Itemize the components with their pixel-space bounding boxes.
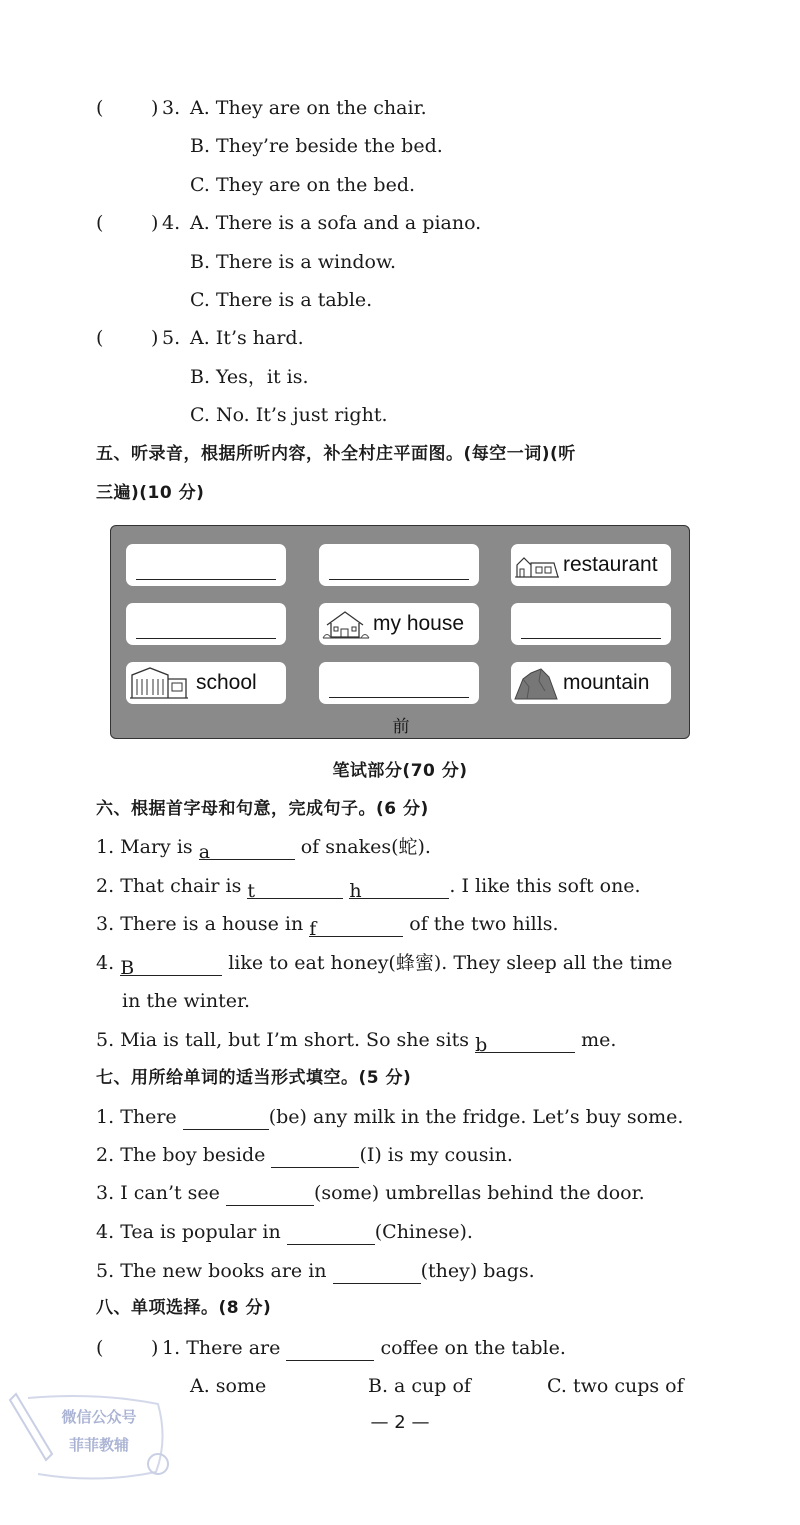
- watermark-line-2: 菲菲教辅: [68, 1436, 129, 1454]
- village-map: [110, 525, 690, 739]
- sentence-text: (be) any milk in the fridge. Let’s buy some.: [268, 1106, 684, 1128]
- item-number: 2.: [96, 875, 115, 897]
- answer-paren-open: (: [96, 1337, 104, 1359]
- map-front-label: 前: [392, 717, 410, 737]
- answer-paren-open: (: [96, 97, 104, 119]
- question-stem: [162, 1335, 566, 1361]
- fill-blank[interactable]: [333, 1263, 421, 1284]
- sentence-text: like to eat honey(蜂蜜). They sleep all the time: [222, 952, 673, 974]
- sentence-text: The boy beside: [120, 1144, 272, 1166]
- map-blank-2: [319, 544, 479, 586]
- map-mountain: [511, 662, 671, 704]
- fill-blank[interactable]: [309, 916, 403, 940]
- item-number: 2.: [96, 1144, 115, 1166]
- answer-paren-open: (: [96, 212, 104, 234]
- watermark: [8, 1390, 168, 1490]
- map-restaurant: [511, 544, 671, 586]
- sentence-text: (they) bags.: [420, 1260, 535, 1282]
- fill-blank[interactable]: [349, 878, 449, 902]
- map-blank-4: [511, 603, 671, 645]
- sentence-text: Tea is popular in: [120, 1221, 287, 1243]
- initial-letter: t: [247, 880, 256, 902]
- restaurant-label: restaurant: [563, 553, 658, 576]
- option-a: A. They are on the chair.: [190, 97, 427, 119]
- section-6-title: 六、根据首字母和句意，完成句子。(6 分): [96, 799, 429, 819]
- sentence-text: Mary is: [120, 836, 199, 858]
- item-number: 3.: [96, 1182, 115, 1204]
- sentence-7-4: [96, 1219, 473, 1245]
- sentence-text: There are: [186, 1337, 287, 1359]
- sentence-text: (Chinese).: [374, 1221, 473, 1243]
- mountain-label: mountain: [563, 671, 650, 694]
- item-number: 5.: [96, 1260, 115, 1282]
- answer-line: [136, 578, 276, 580]
- sentence-text: That chair is: [120, 875, 248, 897]
- initial-letter: B: [120, 957, 135, 979]
- option-c: C. They are on the bed.: [190, 174, 416, 196]
- fill-blank[interactable]: [475, 1032, 575, 1056]
- option-c: C. No. It’s just right.: [190, 404, 388, 426]
- item-number: 1.: [96, 1106, 115, 1128]
- item-number: 1.: [96, 836, 115, 858]
- sentence-text: of snakes(蛇).: [294, 836, 431, 858]
- question-number: 1.: [162, 1337, 181, 1359]
- fill-blank[interactable]: [247, 878, 343, 902]
- option-b: B. Yes，it is.: [190, 366, 309, 388]
- sentence-6-1: [96, 834, 431, 863]
- sentence-text: The new books are in: [120, 1260, 333, 1282]
- section-7-title: 七、用所给单词的适当形式填空。(5 分): [96, 1068, 412, 1088]
- sentence-7-5: [96, 1258, 535, 1284]
- question-number: 4.: [162, 212, 181, 234]
- fill-blank[interactable]: [286, 1340, 374, 1361]
- map-blank-5: [319, 662, 479, 704]
- sentence-text: me.: [575, 1029, 617, 1051]
- my-house-label: my house: [373, 612, 465, 635]
- option-a: A. some: [190, 1375, 267, 1397]
- answer-paren-close: ): [151, 1337, 159, 1359]
- item-number: 5.: [96, 1029, 115, 1051]
- answer-line: [136, 637, 276, 639]
- question-number: 5.: [162, 327, 181, 349]
- answer-paren-open: (: [96, 327, 104, 349]
- sentence-6-5: [96, 1027, 617, 1056]
- sentence-7-2: [96, 1142, 513, 1168]
- option-b: B. They’re beside the bed.: [190, 135, 443, 157]
- option-b: B. a cup of: [368, 1375, 471, 1397]
- sentence-text: of the two hills.: [403, 913, 559, 935]
- sentence-text: (some) umbrellas behind the door.: [313, 1182, 645, 1204]
- option-a: A. It’s hard.: [190, 327, 304, 349]
- option-c: C. two cups of: [547, 1375, 684, 1397]
- answer-paren-close: ): [151, 212, 159, 234]
- fill-blank[interactable]: [271, 1147, 359, 1168]
- sentence-text: (I) is my cousin.: [359, 1144, 513, 1166]
- mountain-icon: [513, 665, 559, 701]
- item-number: 4.: [96, 1221, 115, 1243]
- sentence-6-3: [96, 911, 559, 940]
- answer-line: [329, 696, 469, 698]
- map-blank-1: [126, 544, 286, 586]
- sentence-6-2: [96, 873, 641, 902]
- sentence-text: There: [120, 1106, 183, 1128]
- fill-blank[interactable]: [198, 839, 295, 863]
- sentence-text: . I like this soft one.: [449, 875, 641, 897]
- initial-letter: b: [475, 1034, 488, 1056]
- map-my-house: [319, 603, 479, 645]
- section-5-title: 五、听录音，根据所听内容，补全村庄平面图。(每空一词)(听: [96, 444, 576, 464]
- fill-blank[interactable]: [183, 1109, 269, 1130]
- answer-line: [521, 637, 661, 639]
- answer-paren-close: ): [151, 97, 159, 119]
- item-number: 4.: [96, 952, 115, 974]
- section-5-title-cont: 三遍)(10 分): [96, 483, 205, 503]
- answer-line: [329, 578, 469, 580]
- sentence-text: I can’t see: [120, 1182, 226, 1204]
- section-8-title: 八、单项选择。(8 分): [96, 1298, 272, 1318]
- sentence-text: There is a house in: [120, 913, 310, 935]
- school-label: school: [196, 671, 257, 694]
- question-number: 3.: [162, 97, 181, 119]
- sentence-6-4-cont: in the winter.: [122, 990, 250, 1012]
- watermark-line-1: 微信公众号: [61, 1408, 137, 1426]
- option-a: A. There is a sofa and a piano.: [190, 212, 482, 234]
- fill-blank[interactable]: [287, 1224, 375, 1245]
- page-number: — 2 —: [370, 1412, 430, 1433]
- fill-blank[interactable]: [226, 1185, 314, 1206]
- sentence-7-3: [96, 1180, 645, 1206]
- option-b: B. There is a window.: [190, 251, 397, 273]
- map-blank-3: [126, 603, 286, 645]
- map-school: [126, 662, 286, 704]
- written-part-title: 笔试部分(70 分): [332, 761, 468, 781]
- house-icon: [321, 609, 371, 641]
- sentence-text: Mia is tall, but I’m short. So she sits: [120, 1029, 476, 1051]
- initial-letter: a: [198, 841, 211, 863]
- option-c: C. There is a table.: [190, 289, 373, 311]
- item-number: 3.: [96, 913, 115, 935]
- sentence-6-4: [96, 950, 673, 979]
- school-icon: [128, 665, 190, 701]
- initial-letter: h: [349, 880, 362, 902]
- restaurant-icon: [514, 553, 560, 579]
- initial-letter: f: [309, 918, 317, 940]
- sentence-7-1: [96, 1104, 683, 1130]
- sentence-text: coffee on the table.: [374, 1337, 566, 1359]
- answer-paren-close: ): [151, 327, 159, 349]
- fill-blank[interactable]: [120, 955, 222, 979]
